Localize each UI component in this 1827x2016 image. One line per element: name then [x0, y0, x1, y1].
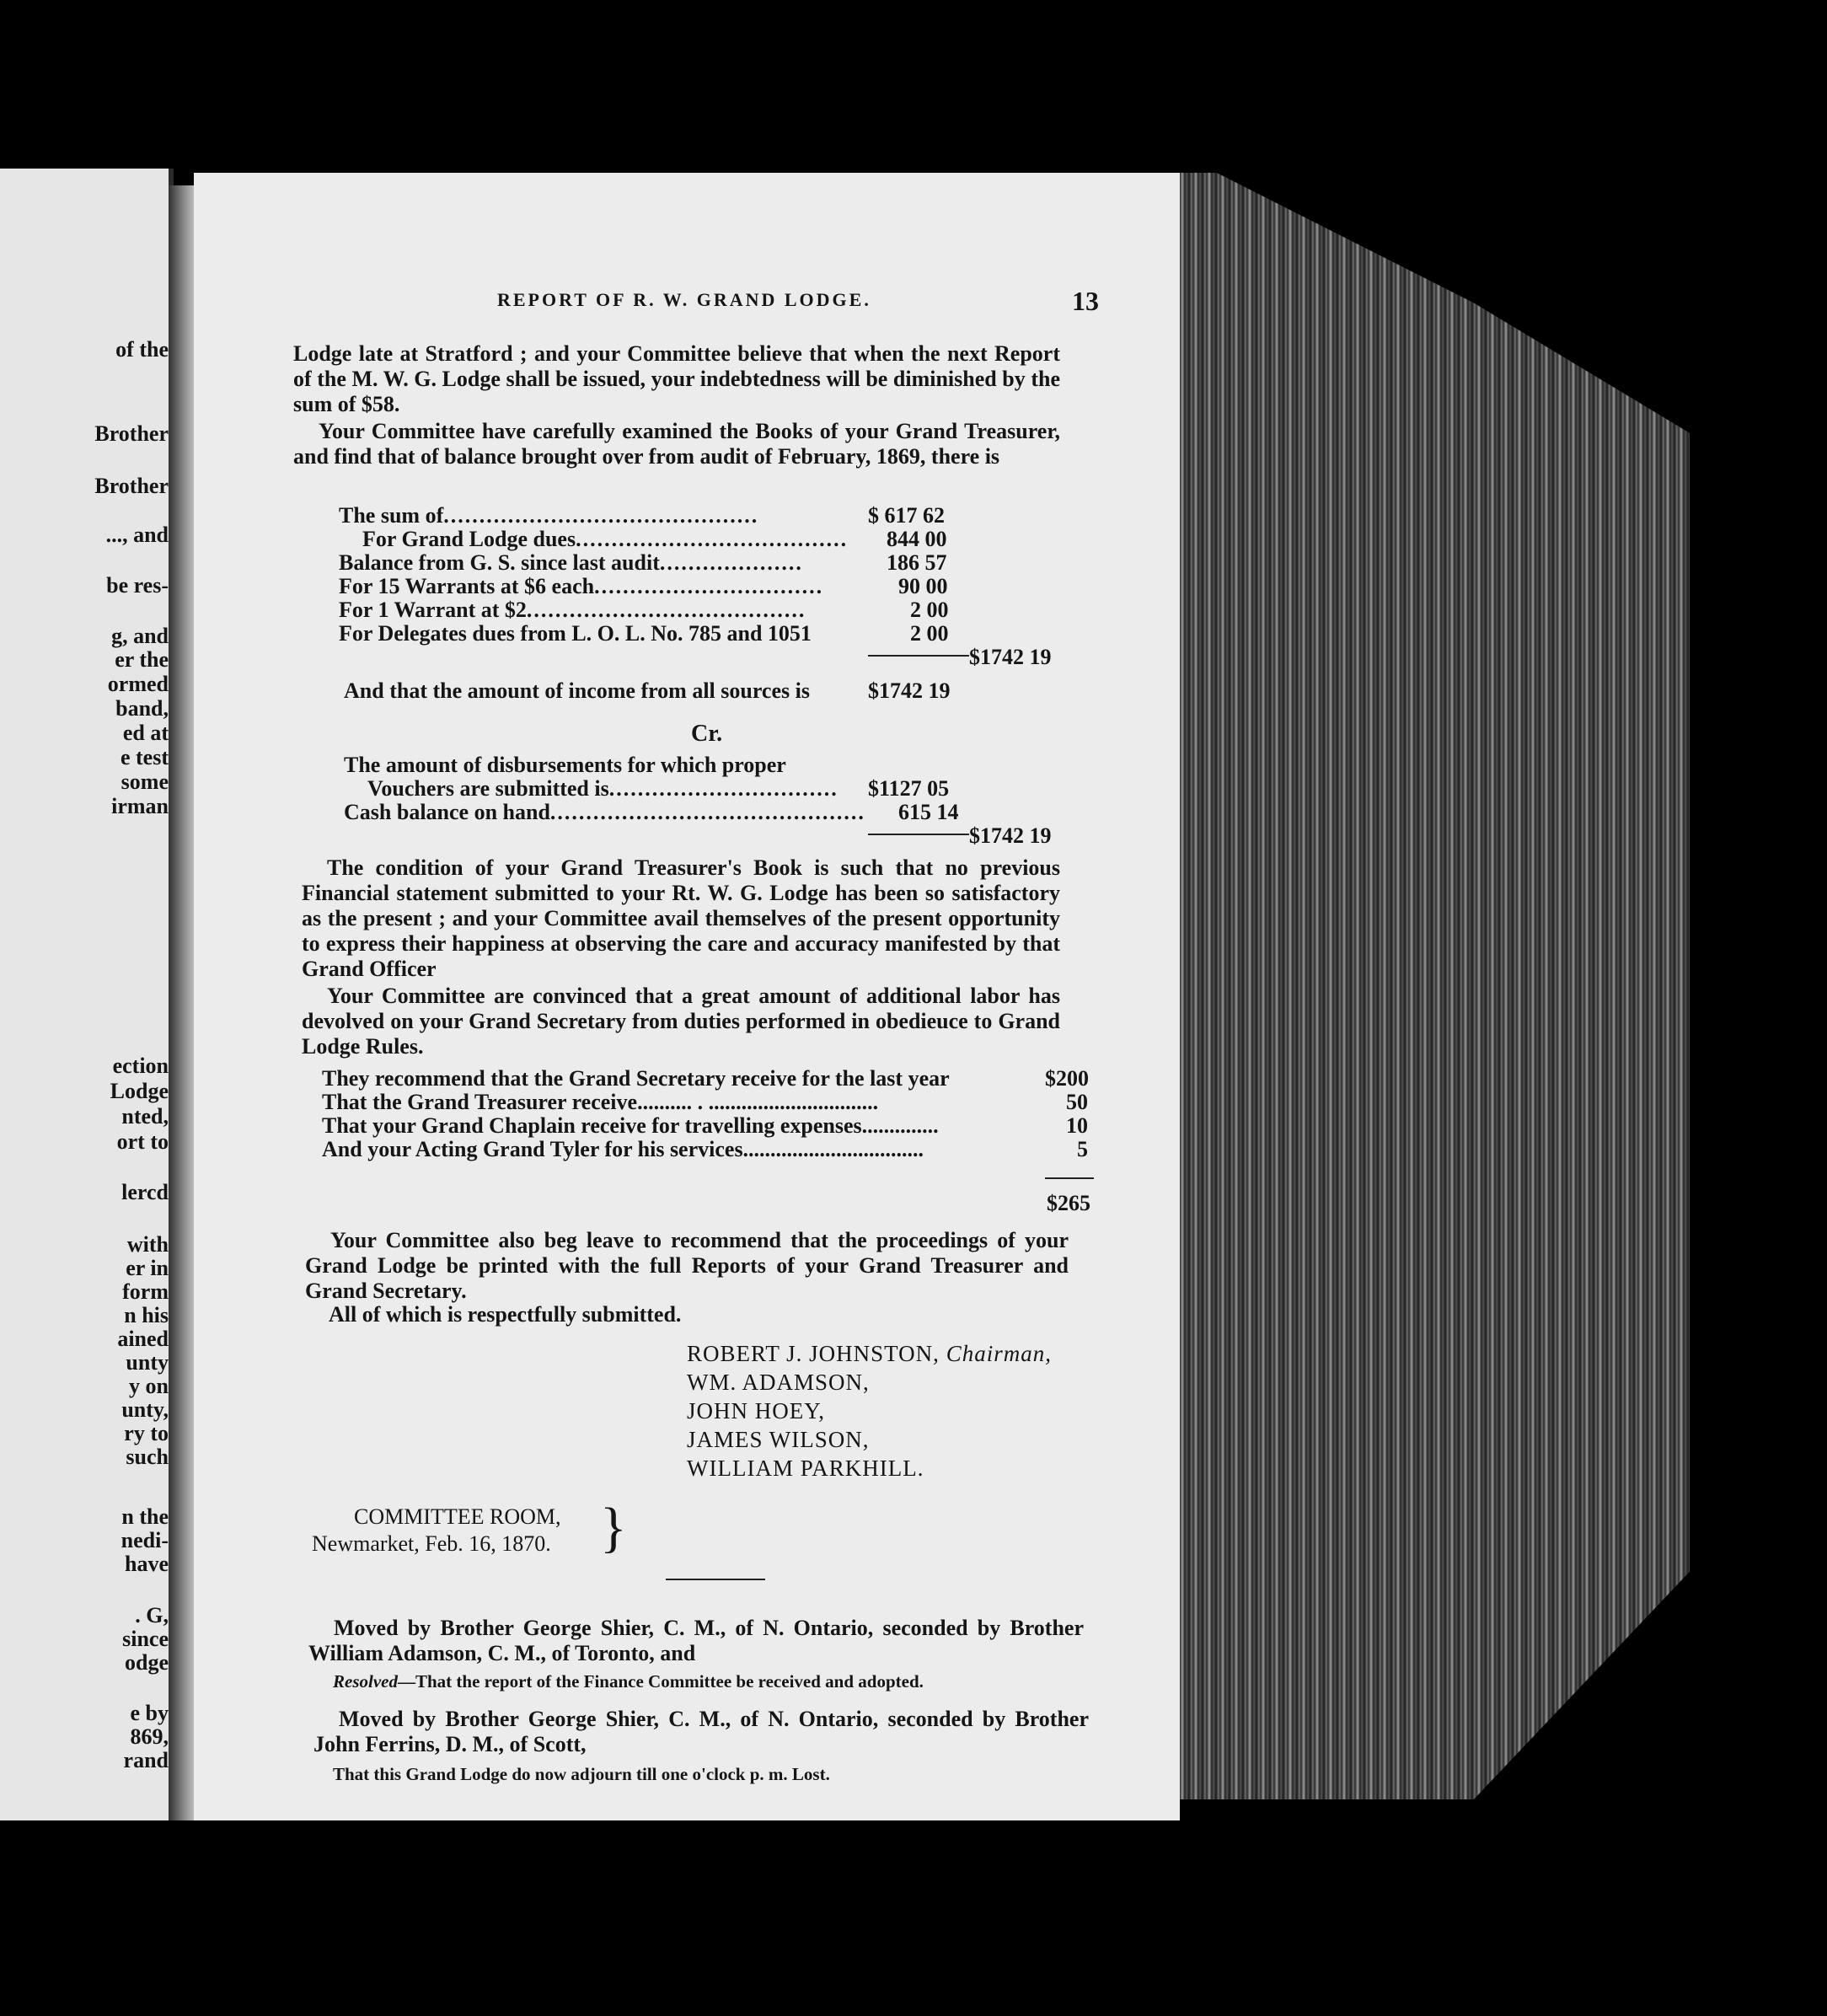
motion-adjourn: Moved by Brother George Shier, C. M., of N. Ontario, seconded by Brother John Ferrins, D. M., of Scott, — [313, 1707, 1089, 1756]
cash-amount: 615 14 — [898, 800, 959, 824]
left-fragment: e by — [130, 1701, 169, 1725]
left-fragment: have — [125, 1552, 169, 1576]
recommendation-label: They recommend that the Grand Secretary receive for the last year — [322, 1066, 950, 1091]
section-rule — [666, 1579, 765, 1580]
vouchers-label: Vouchers are submitted is................................ — [367, 776, 838, 801]
recommendation-amount: 10 — [1066, 1113, 1088, 1138]
motion-adjourn-result: That this Grand Lodge do now adjourn till one o'clock p. m. Lost. — [333, 1764, 830, 1784]
left-fragment: e test — [120, 745, 169, 769]
receipt-label: For 15 Warrants at $6 each................................ — [339, 574, 824, 598]
book-page-edges — [1176, 173, 1690, 1799]
left-fragment: with — [126, 1232, 169, 1257]
left-fragment: ..., and — [105, 523, 169, 547]
receipts-total: $1742 19 — [969, 645, 1052, 669]
paragraph-printing: Your Committee also beg leave to recommend that the proceedings of your Grand Lodge be printed with the full Reports of your Grand Treasurer and Grand Secretary. — [305, 1228, 1069, 1303]
recommendation-label: And your Acting Grand Tyler for his services................................. — [322, 1137, 924, 1161]
receipt-amount: $ 617 62 — [868, 503, 945, 528]
brace-mark: } — [600, 1497, 627, 1558]
receipt-amount: 844 00 — [887, 527, 947, 551]
left-fragment: g, and — [111, 624, 169, 648]
left-fragment: irman — [111, 794, 169, 818]
left-fragment: form — [122, 1279, 169, 1304]
income-label: And that the amount of income from all sources is — [344, 678, 810, 703]
receipt-label: For 1 Warrant at $2....................................... — [339, 598, 806, 622]
left-fragment: some — [121, 769, 169, 794]
resolved-line: Resolved—That the report of the Finance Committee be received and adopted. — [333, 1671, 924, 1692]
income-amount: $1742 19 — [868, 678, 951, 703]
left-fragment: er in — [126, 1256, 169, 1280]
recommendation-label: That your Grand Chaplain receive for travelling expenses.............. — [322, 1113, 939, 1138]
left-fragment: Brother — [94, 474, 169, 498]
committee-place-date: Newmarket, Feb. 16, 1870. — [312, 1531, 551, 1556]
receipt-amount: 186 57 — [887, 550, 947, 575]
left-fragment: er the — [115, 647, 169, 672]
left-fragment: y on — [129, 1374, 169, 1398]
total-rule — [1045, 1177, 1094, 1179]
disbursements-amount: $1127 05 — [868, 776, 950, 801]
left-fragment: ry to — [124, 1421, 169, 1445]
signatory: WM. ADAMSON, — [687, 1370, 870, 1395]
left-fragment: ormed — [107, 672, 169, 696]
recommendation-amount: $200 — [1045, 1066, 1089, 1091]
left-fragment: n the — [121, 1504, 169, 1529]
recommendation-amount: 5 — [1077, 1137, 1088, 1161]
committee-room: COMMITTEE ROOM, — [354, 1504, 561, 1529]
total-rule — [868, 655, 969, 657]
signatory: JAMES WILSON, — [687, 1427, 870, 1452]
recommendation-label: That the Grand Treasurer receive.......... . ............................... — [322, 1090, 879, 1114]
left-fragment: Brother — [94, 421, 169, 446]
left-fragment: be res- — [106, 573, 169, 598]
receipt-label: For Grand Lodge dues...................................... — [362, 527, 849, 551]
left-fragment: since — [122, 1627, 169, 1651]
recommendation-amount: 50 — [1066, 1090, 1088, 1114]
left-fragment: n his — [124, 1303, 169, 1327]
left-fragment: lercd — [121, 1180, 169, 1204]
left-page — [0, 169, 174, 1820]
receipt-label: For Delegates dues from L. O. L. No. 785 and 1051 — [339, 621, 812, 646]
left-fragment: ort to — [116, 1129, 169, 1154]
left-fragment: nedi- — [121, 1528, 169, 1552]
disbursements-total: $1742 19 — [969, 823, 1052, 848]
left-fragment: unty — [126, 1350, 169, 1375]
document-page — [194, 173, 1180, 1820]
book-gutter — [169, 185, 194, 1820]
left-fragment: such — [126, 1445, 169, 1469]
chairman-title: Chairman, — [946, 1341, 1052, 1366]
recommendations-total: $265 — [1047, 1191, 1090, 1215]
running-header: REPORT OF R. W. GRAND LODGE. — [497, 289, 871, 310]
left-fragment: ection — [112, 1054, 169, 1078]
signatory: ROBERT J. JOHNSTON, Chairman, — [687, 1341, 1052, 1366]
disbursements-label: The amount of disbursements for which proper — [344, 753, 786, 777]
paragraph-condition: The condition of your Grand Treasurer's Book is such that no previous Financial statement submitted to your Rt. W. G. Lodge has been so satisfactory as the present ; and your Committee avail themselves of the present opportunity to express their happiness at observing the care and accuracy manifested by that Grand Officer — [302, 855, 1060, 981]
paragraph-stratford: Lodge late at Stratford ; and your Committee believe that when the next Report of the M. W. G. Lodge shall be issued, your indebtedness will be diminished by the sum of $58. — [293, 341, 1060, 416]
left-fragment: rand — [123, 1748, 169, 1772]
left-fragment: nted, — [121, 1104, 169, 1129]
paragraph-books: Your Committee have carefully examined the Books of your Grand Treasurer, and find that of balance brought over from audit of February, 1869, there is — [293, 419, 1060, 469]
receipt-label: Balance from G. S. since last audit.................... — [339, 550, 803, 575]
receipt-amount: 2 00 — [910, 598, 949, 622]
left-fragment: ed at — [122, 721, 169, 745]
receipt-amount: 90 00 — [898, 574, 948, 598]
signatory: JOHN HOEY, — [687, 1398, 826, 1424]
left-fragment: unty, — [121, 1397, 169, 1422]
cash-label: Cash balance on hand............................................ — [344, 800, 865, 824]
paragraph-labor: Your Committee are convinced that a great amount of additional labor has devolved on your Grand Secretary from duties performed in obedieuce to Grand Lodge Rules. — [302, 984, 1060, 1059]
left-fragment: odge — [125, 1650, 169, 1675]
signatory: WILLIAM PARKHILL. — [687, 1456, 924, 1481]
left-fragment: Lodge — [110, 1079, 169, 1103]
motion-finance: Moved by Brother George Shier, C. M., of N. Ontario, seconded by Brother William Adamson, C. M., of Toronto, and — [308, 1616, 1084, 1665]
page-number: 13 — [1072, 286, 1099, 316]
left-fragment: band, — [115, 696, 169, 721]
left-fragment: 869, — [130, 1724, 169, 1749]
receipt-label: The sum of............................................ — [339, 503, 759, 528]
cr-heading: Cr. — [691, 721, 723, 747]
left-fragment: . G, — [135, 1603, 169, 1627]
submitted-line: All of which is respectfully submitted. — [329, 1302, 682, 1327]
total-rule — [868, 834, 969, 835]
left-fragment: ained — [117, 1327, 169, 1351]
receipt-amount: 2 00 — [910, 621, 949, 646]
left-fragment: of the — [115, 337, 169, 362]
